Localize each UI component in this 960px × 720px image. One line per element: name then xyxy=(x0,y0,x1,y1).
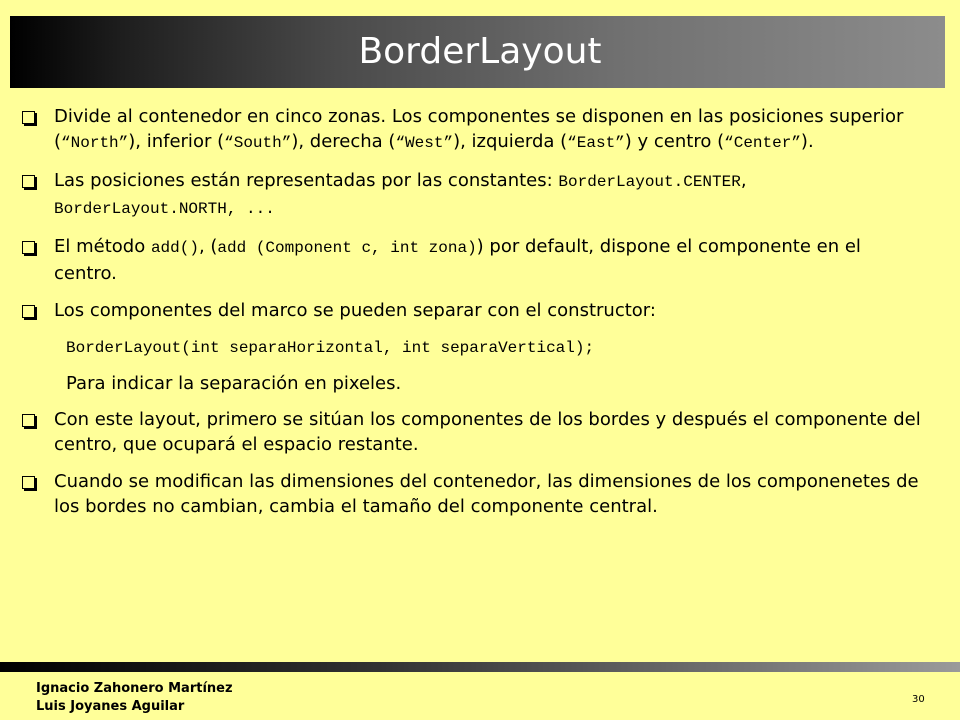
code-center: “Center” xyxy=(724,134,801,152)
constructor-note: Para indicar la separación en pixeles. xyxy=(66,373,402,394)
bullet-separation: Los componentes del marco se pueden separar con el constructor: xyxy=(22,298,927,323)
code-south: “South” xyxy=(224,134,292,152)
code-borderlayout-north: BorderLayout.NORTH, ... xyxy=(54,200,275,218)
bullet-square-icon xyxy=(22,414,35,427)
bullet-square-icon xyxy=(22,476,35,489)
slide-title: BorderLayout xyxy=(358,31,602,72)
bullet-square-icon xyxy=(22,305,35,318)
bullet-layout-order: Con este layout, primero se sitúan los componentes de los bordes y después el componente del centro, que ocupará el espacio restante. xyxy=(22,407,927,457)
page-number: 30 xyxy=(912,694,925,705)
code-add-signature: add (Component c, int zona) xyxy=(217,239,477,257)
bullet-square-icon xyxy=(22,111,35,124)
bullet-constants: Las posiciones están representadas por las constantes: BorderLayout.CENTER, BorderLayout.NORTH, ... xyxy=(22,168,927,222)
bullet-zones: Divide al contenedor en cinco zonas. Los componentes se disponen en las posiciones superior (“North”), inferior (“South”), derecha (“West”), izquierda (“East”) y centro (“Center”). xyxy=(22,104,927,156)
code-borderlayout-center: BorderLayout.CENTER xyxy=(558,173,741,191)
bullet-resize: Cuando se modifican las dimensiones del contenedor, las dimensiones de los componenetes de los bordes no cambian, cambia el tamaño del componente central. xyxy=(22,469,927,519)
footer-authors xyxy=(36,680,233,716)
code-west: “West” xyxy=(395,134,454,152)
bullet-add-method: El método add(), (add (Component c, int zona)) por default, dispone el componente en el centro. xyxy=(22,234,927,286)
bullet-square-icon xyxy=(22,175,35,188)
author-name: Ignacio Zahonero Martínez xyxy=(36,681,233,696)
bullet-square-icon xyxy=(22,241,35,254)
code-east: “East” xyxy=(567,134,625,152)
footer-bar xyxy=(0,662,960,672)
code-add: add() xyxy=(150,239,199,257)
code-north: “North” xyxy=(61,134,129,152)
constructor-code: BorderLayout(int separaHorizontal, int separaVertical); xyxy=(66,339,595,357)
author-name: Luis Joyanes Aguilar xyxy=(36,699,185,714)
slide-content xyxy=(22,104,927,531)
